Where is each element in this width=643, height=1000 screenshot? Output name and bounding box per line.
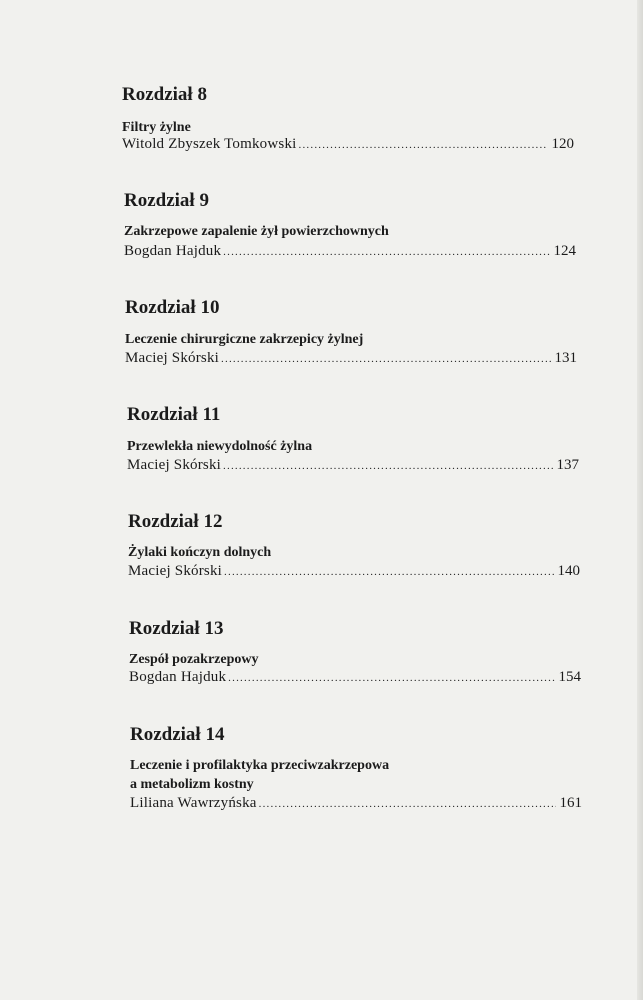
chapter-heading: Rozdział 13 bbox=[129, 618, 224, 639]
chapter-heading: Rozdział 14 bbox=[130, 724, 225, 745]
dot-leader bbox=[228, 672, 554, 684]
chapter-author: Bogdan Hajduk bbox=[124, 243, 222, 259]
chapter-author: Maciej Skórski bbox=[127, 457, 222, 473]
chapter-title: Filtry żylne bbox=[122, 120, 191, 135]
toc-entry[interactable] bbox=[125, 350, 577, 367]
dot-leader bbox=[259, 798, 556, 810]
chapter-heading: Rozdział 8 bbox=[122, 84, 207, 105]
chapter-author: Witold Zbyszek Tomkowski bbox=[122, 136, 297, 152]
chapter-title: Zakrzepowe zapalenie żył powierzchownych bbox=[124, 224, 389, 239]
page-number: 137 bbox=[556, 457, 579, 473]
chapter-title: Zespół pozakrzepowy bbox=[129, 652, 259, 667]
chapter-author: Bogdan Hajduk bbox=[129, 669, 227, 685]
page-number: 124 bbox=[553, 243, 576, 259]
chapter-author: Liliana Wawrzyńska bbox=[130, 795, 257, 811]
chapter-title-continued: a metabolizm kostny bbox=[130, 777, 254, 792]
chapter-author: Maciej Skórski bbox=[128, 563, 223, 579]
chapter-title: Przewlekła niewydolność żylna bbox=[127, 439, 313, 454]
chapter-author: Maciej Skórski bbox=[125, 350, 220, 366]
dot-leader bbox=[223, 460, 552, 472]
chapter-heading: Rozdział 11 bbox=[127, 404, 221, 425]
page-number: 161 bbox=[559, 795, 582, 811]
chapter-title: Leczenie i profilaktyka przeciwzakrzepowa bbox=[130, 758, 390, 773]
chapter-title: Żylaki kończyn dolnych bbox=[128, 545, 272, 560]
toc-entry[interactable] bbox=[127, 457, 579, 474]
page-edge bbox=[637, 0, 643, 1000]
toc-entry[interactable] bbox=[122, 136, 574, 153]
chapter-heading: Rozdział 12 bbox=[128, 511, 223, 532]
chapter-title: Leczenie chirurgiczne zakrzepicy żylnej bbox=[125, 332, 364, 347]
toc-entry[interactable] bbox=[129, 669, 581, 686]
chapter-heading: Rozdział 10 bbox=[125, 297, 220, 318]
dot-leader bbox=[299, 139, 548, 151]
dot-leader bbox=[224, 566, 553, 578]
toc-entry[interactable] bbox=[130, 795, 582, 812]
page-number: 131 bbox=[554, 350, 577, 366]
dot-leader bbox=[221, 353, 550, 365]
chapter-heading: Rozdział 9 bbox=[124, 190, 209, 211]
page-number: 120 bbox=[551, 136, 574, 152]
toc-entry[interactable] bbox=[124, 243, 576, 260]
dot-leader bbox=[223, 246, 549, 258]
toc-entry[interactable] bbox=[128, 563, 580, 580]
page-number: 140 bbox=[557, 563, 580, 579]
page-number: 154 bbox=[558, 669, 581, 685]
